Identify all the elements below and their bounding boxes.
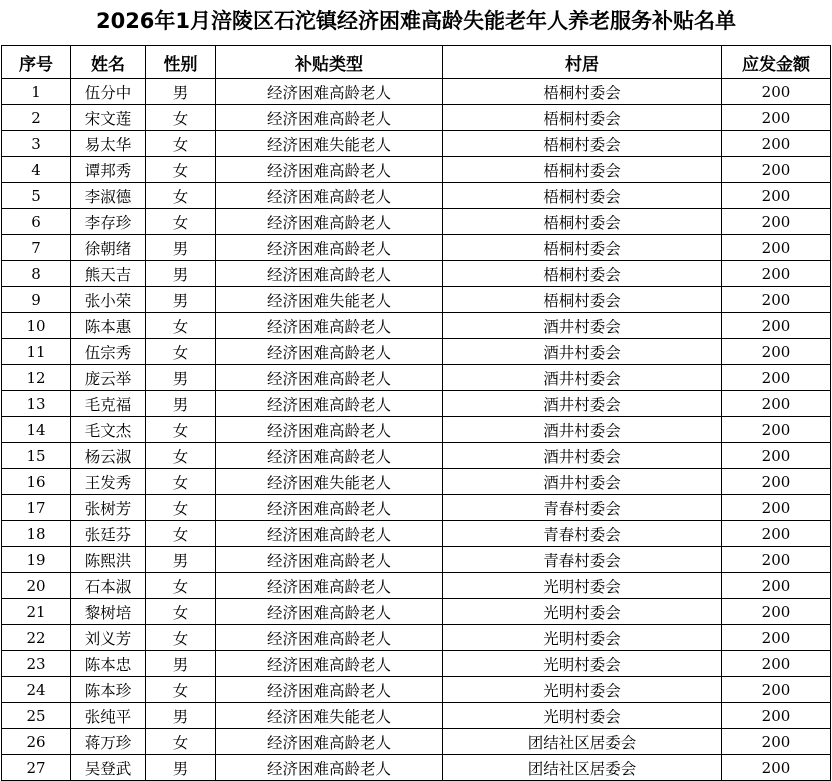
cell-village[interactable]: 梧桐村委会 xyxy=(443,131,722,157)
cell-amount[interactable]: 200 xyxy=(722,677,831,703)
cell-name[interactable]: 李淑德 xyxy=(71,183,146,209)
cell-index[interactable]: 14 xyxy=(2,417,71,443)
cell-gender[interactable]: 女 xyxy=(146,339,216,365)
table-row xyxy=(2,183,831,209)
cell-index[interactable]: 16 xyxy=(2,469,71,495)
cell-subsidy-type[interactable]: 经济困难高龄老人 xyxy=(216,235,443,261)
cell-subsidy-type[interactable]: 经济困难高龄老人 xyxy=(216,391,443,417)
cell-name[interactable]: 徐朝绪 xyxy=(71,235,146,261)
cell-gender[interactable]: 女 xyxy=(146,443,216,469)
cell-index[interactable]: 18 xyxy=(2,521,71,547)
cell-amount[interactable]: 200 xyxy=(722,183,831,209)
cell-village[interactable]: 酒井村委会 xyxy=(443,365,722,391)
cell-amount[interactable]: 200 xyxy=(722,547,831,573)
table-header-row xyxy=(2,46,831,79)
cell-name[interactable]: 蒋万珍 xyxy=(71,729,146,755)
table-row xyxy=(2,495,831,521)
cell-index[interactable]: 13 xyxy=(2,391,71,417)
cell-gender[interactable]: 女 xyxy=(146,313,216,339)
cell-amount[interactable]: 200 xyxy=(722,287,831,313)
cell-village[interactable]: 酒井村委会 xyxy=(443,391,722,417)
cell-name[interactable]: 陈本惠 xyxy=(71,313,146,339)
cell-amount[interactable]: 200 xyxy=(722,651,831,677)
cell-village[interactable]: 青春村委会 xyxy=(443,495,722,521)
table-row xyxy=(2,339,831,365)
cell-gender[interactable]: 女 xyxy=(146,729,216,755)
cell-subsidy-type[interactable]: 经济困难高龄老人 xyxy=(216,521,443,547)
cell-amount[interactable]: 200 xyxy=(722,365,831,391)
cell-village[interactable]: 酒井村委会 xyxy=(443,469,722,495)
cell-gender[interactable]: 男 xyxy=(146,261,216,287)
cell-gender[interactable]: 女 xyxy=(146,521,216,547)
cell-index[interactable]: 24 xyxy=(2,677,71,703)
cell-index[interactable]: 22 xyxy=(2,625,71,651)
table-row xyxy=(2,417,831,443)
cell-gender[interactable]: 男 xyxy=(146,547,216,573)
cell-index[interactable]: 10 xyxy=(2,313,71,339)
cell-subsidy-type[interactable]: 经济困难失能老人 xyxy=(216,703,443,729)
cell-name[interactable]: 毛文杰 xyxy=(71,417,146,443)
cell-gender[interactable]: 女 xyxy=(146,183,216,209)
cell-gender[interactable]: 男 xyxy=(146,79,216,105)
cell-subsidy-type[interactable]: 经济困难高龄老人 xyxy=(216,417,443,443)
cell-amount[interactable]: 200 xyxy=(722,521,831,547)
cell-village[interactable]: 梧桐村委会 xyxy=(443,235,722,261)
cell-amount[interactable]: 200 xyxy=(722,573,831,599)
cell-village[interactable]: 团结社区居委会 xyxy=(443,755,722,781)
table-row xyxy=(2,235,831,261)
cell-subsidy-type[interactable]: 经济困难高龄老人 xyxy=(216,183,443,209)
cell-amount[interactable]: 200 xyxy=(722,313,831,339)
column-header-village[interactable]: 村居 xyxy=(443,46,722,79)
cell-amount[interactable]: 200 xyxy=(722,729,831,755)
cell-village[interactable]: 光明村委会 xyxy=(443,573,722,599)
cell-index[interactable]: 7 xyxy=(2,235,71,261)
cell-amount[interactable]: 200 xyxy=(722,131,831,157)
cell-gender[interactable]: 男 xyxy=(146,755,216,781)
cell-amount[interactable]: 200 xyxy=(722,105,831,131)
cell-subsidy-type[interactable]: 经济困难失能老人 xyxy=(216,287,443,313)
cell-gender[interactable]: 男 xyxy=(146,391,216,417)
table-row xyxy=(2,469,831,495)
cell-name[interactable]: 王发秀 xyxy=(71,469,146,495)
cell-village[interactable]: 梧桐村委会 xyxy=(443,183,722,209)
cell-amount[interactable]: 200 xyxy=(722,625,831,651)
cell-index[interactable]: 20 xyxy=(2,573,71,599)
cell-index[interactable]: 11 xyxy=(2,339,71,365)
cell-gender[interactable]: 男 xyxy=(146,651,216,677)
table-row xyxy=(2,443,831,469)
cell-name[interactable]: 陈本忠 xyxy=(71,651,146,677)
cell-village[interactable]: 光明村委会 xyxy=(443,599,722,625)
cell-index[interactable]: 2 xyxy=(2,105,71,131)
cell-name[interactable]: 张树芳 xyxy=(71,495,146,521)
cell-amount[interactable]: 200 xyxy=(722,755,831,781)
cell-gender[interactable]: 女 xyxy=(146,573,216,599)
table-row xyxy=(2,729,831,755)
cell-amount[interactable]: 200 xyxy=(722,391,831,417)
cell-gender[interactable]: 女 xyxy=(146,469,216,495)
column-header-gender[interactable]: 性别 xyxy=(146,46,216,79)
cell-subsidy-type[interactable]: 经济困难高龄老人 xyxy=(216,365,443,391)
cell-village[interactable]: 梧桐村委会 xyxy=(443,105,722,131)
cell-index[interactable]: 23 xyxy=(2,651,71,677)
cell-index[interactable]: 4 xyxy=(2,157,71,183)
table-row xyxy=(2,391,831,417)
cell-name[interactable]: 张纯平 xyxy=(71,703,146,729)
cell-gender[interactable]: 女 xyxy=(146,105,216,131)
table-row xyxy=(2,79,831,105)
cell-name[interactable]: 李存珍 xyxy=(71,209,146,235)
cell-village[interactable]: 酒井村委会 xyxy=(443,443,722,469)
column-header-index[interactable]: 序号 xyxy=(2,46,71,79)
cell-name[interactable]: 宋文莲 xyxy=(71,105,146,131)
cell-village[interactable]: 梧桐村委会 xyxy=(443,261,722,287)
subsidy-table xyxy=(1,45,831,781)
table-row xyxy=(2,573,831,599)
table-row xyxy=(2,287,831,313)
cell-name[interactable]: 黎树培 xyxy=(71,599,146,625)
table-row xyxy=(2,625,831,651)
cell-index[interactable]: 3 xyxy=(2,131,71,157)
cell-gender[interactable]: 女 xyxy=(146,599,216,625)
cell-name[interactable]: 刘义芳 xyxy=(71,625,146,651)
cell-name[interactable]: 谭邦秀 xyxy=(71,157,146,183)
document-title: 2026年1月涪陵区石沱镇经济困难高龄失能老年人养老服务补贴名单 xyxy=(95,9,737,33)
table-row xyxy=(2,365,831,391)
cell-name[interactable]: 毛克福 xyxy=(71,391,146,417)
cell-name[interactable]: 陈本珍 xyxy=(71,677,146,703)
cell-index[interactable]: 9 xyxy=(2,287,71,313)
cell-amount[interactable]: 200 xyxy=(722,339,831,365)
cell-subsidy-type[interactable]: 经济困难高龄老人 xyxy=(216,495,443,521)
cell-name[interactable]: 熊天吉 xyxy=(71,261,146,287)
cell-gender[interactable]: 女 xyxy=(146,495,216,521)
cell-index[interactable]: 27 xyxy=(2,755,71,781)
cell-subsidy-type[interactable]: 经济困难高龄老人 xyxy=(216,157,443,183)
cell-name[interactable]: 庞云举 xyxy=(71,365,146,391)
cell-index[interactable]: 1 xyxy=(2,79,71,105)
cell-subsidy-type[interactable]: 经济困难高龄老人 xyxy=(216,651,443,677)
cell-village[interactable]: 酒井村委会 xyxy=(443,417,722,443)
cell-index[interactable]: 17 xyxy=(2,495,71,521)
cell-subsidy-type[interactable]: 经济困难高龄老人 xyxy=(216,105,443,131)
table-row xyxy=(2,209,831,235)
cell-name[interactable]: 石本淑 xyxy=(71,573,146,599)
cell-gender[interactable]: 女 xyxy=(146,625,216,651)
cell-amount[interactable]: 200 xyxy=(722,443,831,469)
cell-gender[interactable]: 女 xyxy=(146,157,216,183)
cell-village[interactable]: 光明村委会 xyxy=(443,677,722,703)
table-row xyxy=(2,521,831,547)
table-body xyxy=(2,79,831,781)
table-row xyxy=(2,547,831,573)
cell-amount[interactable]: 200 xyxy=(722,235,831,261)
table-row xyxy=(2,755,831,781)
cell-name[interactable]: 易太华 xyxy=(71,131,146,157)
column-header-amount[interactable]: 应发金额 xyxy=(722,46,831,79)
cell-index[interactable]: 26 xyxy=(2,729,71,755)
cell-amount[interactable]: 200 xyxy=(722,209,831,235)
cell-index[interactable]: 15 xyxy=(2,443,71,469)
cell-amount[interactable]: 200 xyxy=(722,703,831,729)
cell-subsidy-type[interactable]: 经济困难高龄老人 xyxy=(216,209,443,235)
cell-name[interactable]: 伍分中 xyxy=(71,79,146,105)
cell-index[interactable]: 12 xyxy=(2,365,71,391)
cell-village[interactable]: 青春村委会 xyxy=(443,547,722,573)
cell-subsidy-type[interactable]: 经济困难失能老人 xyxy=(216,131,443,157)
cell-amount[interactable]: 200 xyxy=(722,599,831,625)
cell-subsidy-type[interactable]: 经济困难高龄老人 xyxy=(216,755,443,781)
cell-village[interactable]: 酒井村委会 xyxy=(443,339,722,365)
cell-amount[interactable]: 200 xyxy=(722,495,831,521)
cell-gender[interactable]: 男 xyxy=(146,287,216,313)
table-row xyxy=(2,313,831,339)
cell-amount[interactable]: 200 xyxy=(722,469,831,495)
column-header-name[interactable]: 姓名 xyxy=(71,46,146,79)
cell-subsidy-type[interactable]: 经济困难高龄老人 xyxy=(216,547,443,573)
cell-name[interactable]: 张廷芬 xyxy=(71,521,146,547)
cell-gender[interactable]: 男 xyxy=(146,365,216,391)
cell-village[interactable]: 梧桐村委会 xyxy=(443,209,722,235)
table-row xyxy=(2,157,831,183)
cell-village[interactable]: 梧桐村委会 xyxy=(443,79,722,105)
cell-subsidy-type[interactable]: 经济困难高龄老人 xyxy=(216,79,443,105)
column-header-subsidy-type[interactable]: 补贴类型 xyxy=(216,46,443,79)
cell-name[interactable]: 杨云淑 xyxy=(71,443,146,469)
cell-subsidy-type[interactable]: 经济困难高龄老人 xyxy=(216,313,443,339)
cell-village[interactable]: 梧桐村委会 xyxy=(443,287,722,313)
cell-gender[interactable]: 男 xyxy=(146,235,216,261)
cell-name[interactable]: 伍宗秀 xyxy=(71,339,146,365)
table-row xyxy=(2,703,831,729)
table-row xyxy=(2,651,831,677)
cell-village[interactable]: 光明村委会 xyxy=(443,703,722,729)
cell-name[interactable]: 吴登武 xyxy=(71,755,146,781)
cell-index[interactable]: 5 xyxy=(2,183,71,209)
cell-village[interactable]: 酒井村委会 xyxy=(443,313,722,339)
cell-subsidy-type[interactable]: 经济困难高龄老人 xyxy=(216,443,443,469)
cell-index[interactable]: 8 xyxy=(2,261,71,287)
cell-subsidy-type[interactable]: 经济困难高龄老人 xyxy=(216,677,443,703)
cell-gender[interactable]: 男 xyxy=(146,703,216,729)
cell-subsidy-type[interactable]: 经济困难高龄老人 xyxy=(216,261,443,287)
cell-village[interactable]: 青春村委会 xyxy=(443,521,722,547)
cell-subsidy-type[interactable]: 经济困难高龄老人 xyxy=(216,599,443,625)
cell-subsidy-type[interactable]: 经济困难高龄老人 xyxy=(216,729,443,755)
cell-village[interactable]: 光明村委会 xyxy=(443,651,722,677)
cell-index[interactable]: 6 xyxy=(2,209,71,235)
cell-index[interactable]: 21 xyxy=(2,599,71,625)
table-row xyxy=(2,105,831,131)
cell-amount[interactable]: 200 xyxy=(722,79,831,105)
cell-gender[interactable]: 女 xyxy=(146,677,216,703)
table-row xyxy=(2,677,831,703)
table-row xyxy=(2,131,831,157)
cell-amount[interactable]: 200 xyxy=(722,261,831,287)
cell-index[interactable]: 25 xyxy=(2,703,71,729)
cell-subsidy-type[interactable]: 经济困难高龄老人 xyxy=(216,625,443,651)
cell-gender[interactable]: 女 xyxy=(146,209,216,235)
cell-village[interactable]: 光明村委会 xyxy=(443,625,722,651)
cell-gender[interactable]: 女 xyxy=(146,417,216,443)
cell-subsidy-type[interactable]: 经济困难高龄老人 xyxy=(216,573,443,599)
cell-amount[interactable]: 200 xyxy=(722,417,831,443)
cell-name[interactable]: 陈熙洪 xyxy=(71,547,146,573)
cell-subsidy-type[interactable]: 经济困难失能老人 xyxy=(216,469,443,495)
cell-index[interactable]: 19 xyxy=(2,547,71,573)
cell-gender[interactable]: 女 xyxy=(146,131,216,157)
cell-name[interactable]: 张小荣 xyxy=(71,287,146,313)
cell-village[interactable]: 团结社区居委会 xyxy=(443,729,722,755)
cell-village[interactable]: 梧桐村委会 xyxy=(443,157,722,183)
table-row xyxy=(2,599,831,625)
cell-subsidy-type[interactable]: 经济困难高龄老人 xyxy=(216,339,443,365)
cell-amount[interactable]: 200 xyxy=(722,157,831,183)
table-row xyxy=(2,261,831,287)
